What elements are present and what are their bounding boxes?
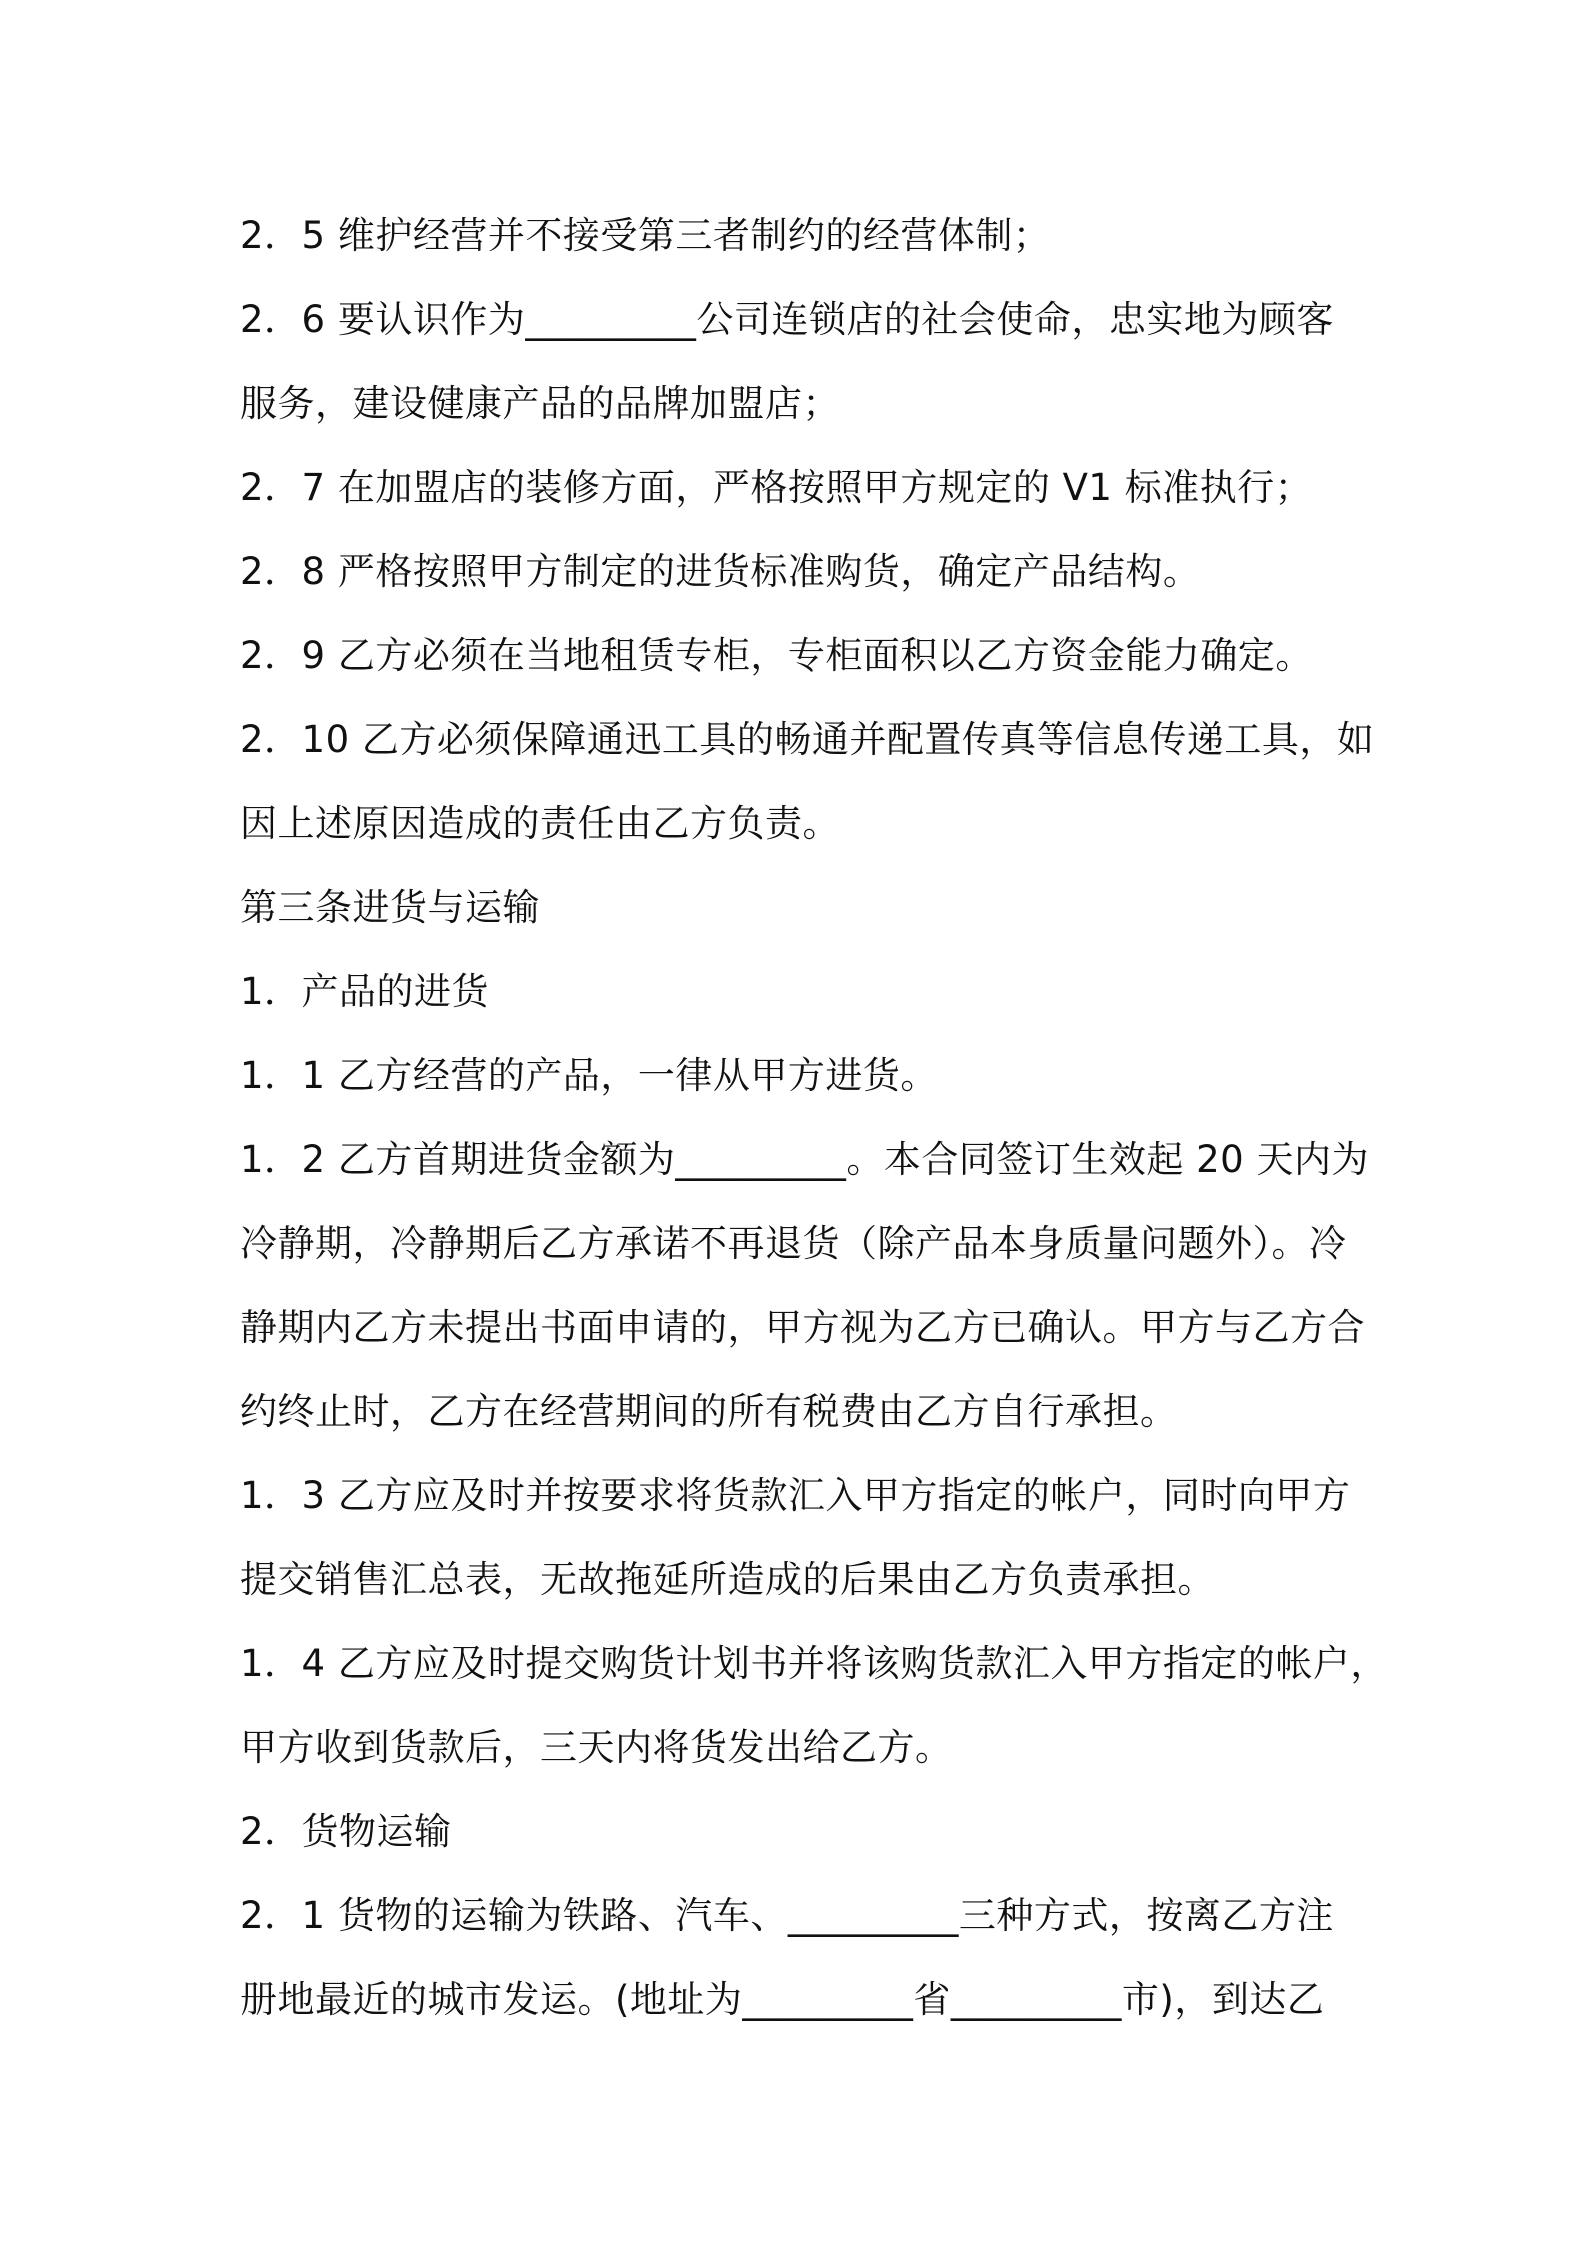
clause-2-10: 2．10 乙方必须保障通迅工具的畅通并配置传真等信息传递工具，如 [240,718,1375,761]
clause-1-4: 1．4 乙方应及时提交购货计划书并将该购货款汇入甲方指定的帐户， [240,1642,1388,1685]
clause-1-1: 1．1 乙方经营的产品，一律从甲方进货。 [240,1054,938,1097]
clause-1-2-continued-3: 约终止时，乙方在经营期间的所有税费由乙方自行承担。 [240,1390,1178,1433]
clause-2-6-continued: 服务，建设健康产品的品牌加盟店； [240,382,840,425]
clause-1-2-continued-1: 冷静期，冷静期后乙方承诺不再退货（除产品本身质量问题外）。冷 [240,1222,1347,1265]
clause-1-2: 1．2 乙方首期进货金额为_________。本合同签订生效起 20 天内为 [240,1138,1369,1181]
clause-1-3-continued: 提交销售汇总表，无故拖延所造成的后果由乙方负责承担。 [240,1558,1215,1601]
clause-2-8: 2．8 严格按照甲方制定的进货标准购货，确定产品结构。 [240,550,1201,593]
clause-2-9: 2．9 乙方必须在当地租赁专柜，专柜面积以乙方资金能力确定。 [240,634,1313,677]
clause-2-5: 2．5 维护经营并不接受第三者制约的经营体制； [240,214,1051,257]
section-1-heading: 1．产品的进货 [240,970,490,1013]
clause-2-10-continued: 因上述原因造成的责任由乙方负责。 [240,802,840,845]
clause-2-6: 2．6 要认识作为_________公司连锁店的社会使命，忠实地为顾客 [240,298,1334,341]
section-2-heading: 2．货物运输 [240,1810,452,1853]
clause-1-3: 1．3 乙方应及时并按要求将货款汇入甲方指定的帐户，同时向甲方 [240,1474,1351,1517]
clause-2-1: 2．1 货物的运输为铁路、汽车、_________三种方式，按离乙方注 [240,1894,1334,1937]
clause-2-7: 2．7 在加盟店的装修方面，严格按照甲方规定的 V1 标准执行； [240,466,1313,509]
article-3-heading: 第三条进货与运输 [240,886,540,929]
clause-2-1-continued: 册地最近的城市发运。(地址为_________省_________市)，到达乙 [240,1978,1325,2021]
document-body [240,194,1388,2042]
clause-1-2-continued-2: 静期内乙方未提出书面申请的，甲方视为乙方已确认。甲方与乙方合 [240,1306,1365,1349]
clause-1-4-continued: 甲方收到货款后，三天内将货发出给乙方。 [240,1726,953,1769]
